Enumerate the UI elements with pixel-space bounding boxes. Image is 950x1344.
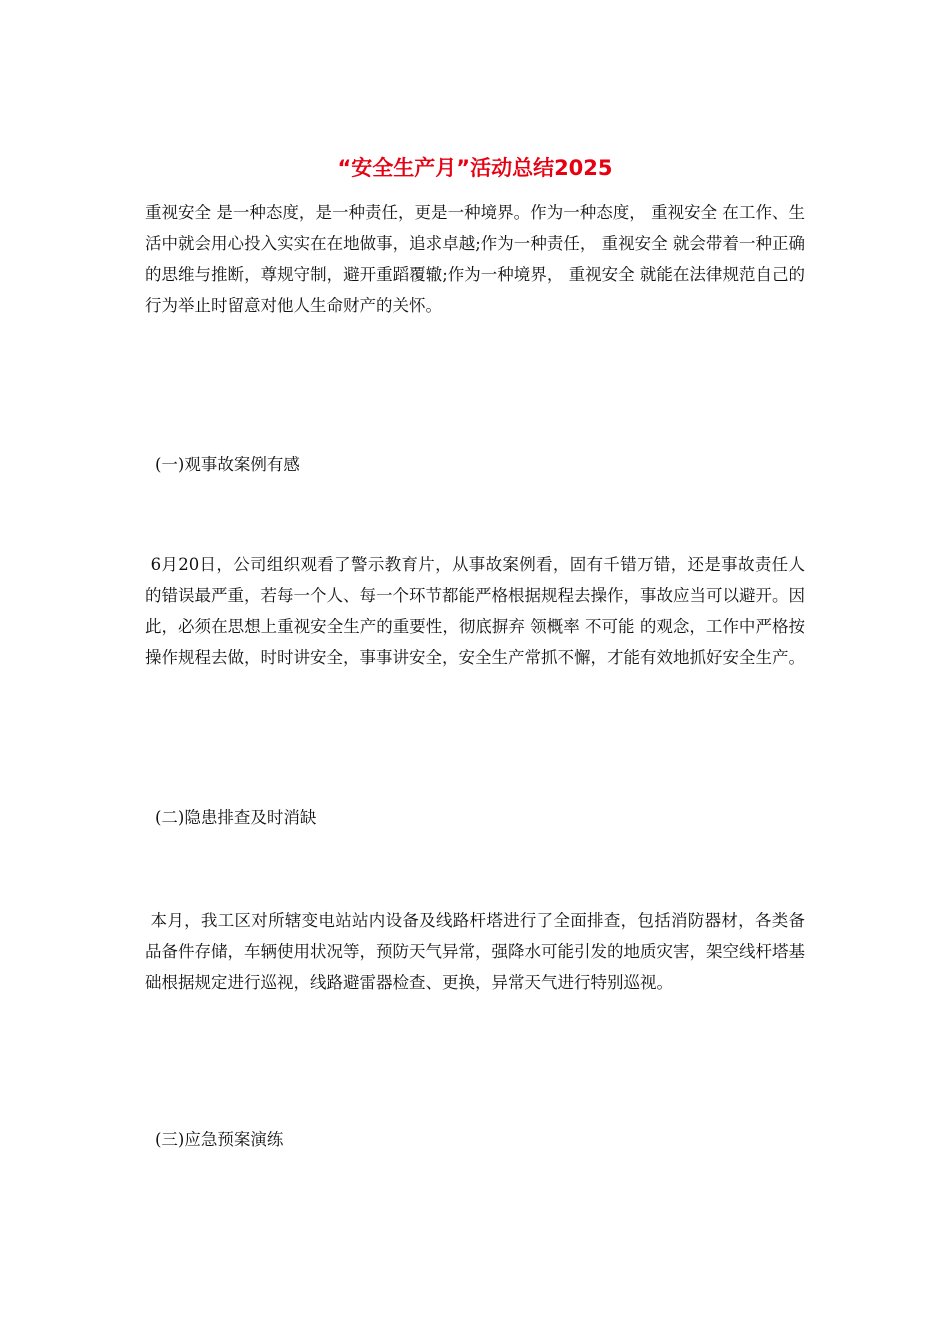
section-body-2: 本月，我工区对所辖变电站站内设备及线路杆塔进行了全面排查，包括消防器材，各类备品备件存储，车辆使用状况等，预防天气异常，强降水可能引发的地质灾害，架空线杆塔基础根据规定进行巡视，线路避雷器检查、更换，异常天气进行特别巡视。 <box>145 911 806 992</box>
intro-paragraph: 重视安全 是一种态度，是一种责任，更是一种境界。作为一种态度， 重视安全 在工作、生活中就会用心投入实实在在地做事，追求卓越;作为一种责任， 重视安全 就会带着一种正确的思维与推断，尊规守制，避开重蹈覆辙;作为一种境界， 重视安全 就能在法律规范自己的行为举止时留意对他人生命财产的关怀。 <box>145 203 805 315</box>
section-heading-3: (三)应急预案演练 <box>155 1130 284 1149</box>
section-heading-1: (一)观事故案例有感 <box>155 455 300 474</box>
section-body-1: 6月20日，公司组织观看了警示教育片，从事故案例看，固有千错万错，还是事故责任人的错误最严重，若每一个人、每一个环节都能严格根据规程去操作，事故应当可以避开。因此，必须在思想上重视安全生产的重要性，彻底摒弃 领概率 不可能 的观念，工作中严格按操作规程去做，时时讲安全，事事讲安全，安全生产常抓不懈，才能有效地抓好安全生产。 <box>145 555 805 667</box>
document-title: “安全生产月”活动总结2025 <box>337 156 613 180</box>
section-heading-2: (二)隐患排查及时消缺 <box>155 808 317 827</box>
